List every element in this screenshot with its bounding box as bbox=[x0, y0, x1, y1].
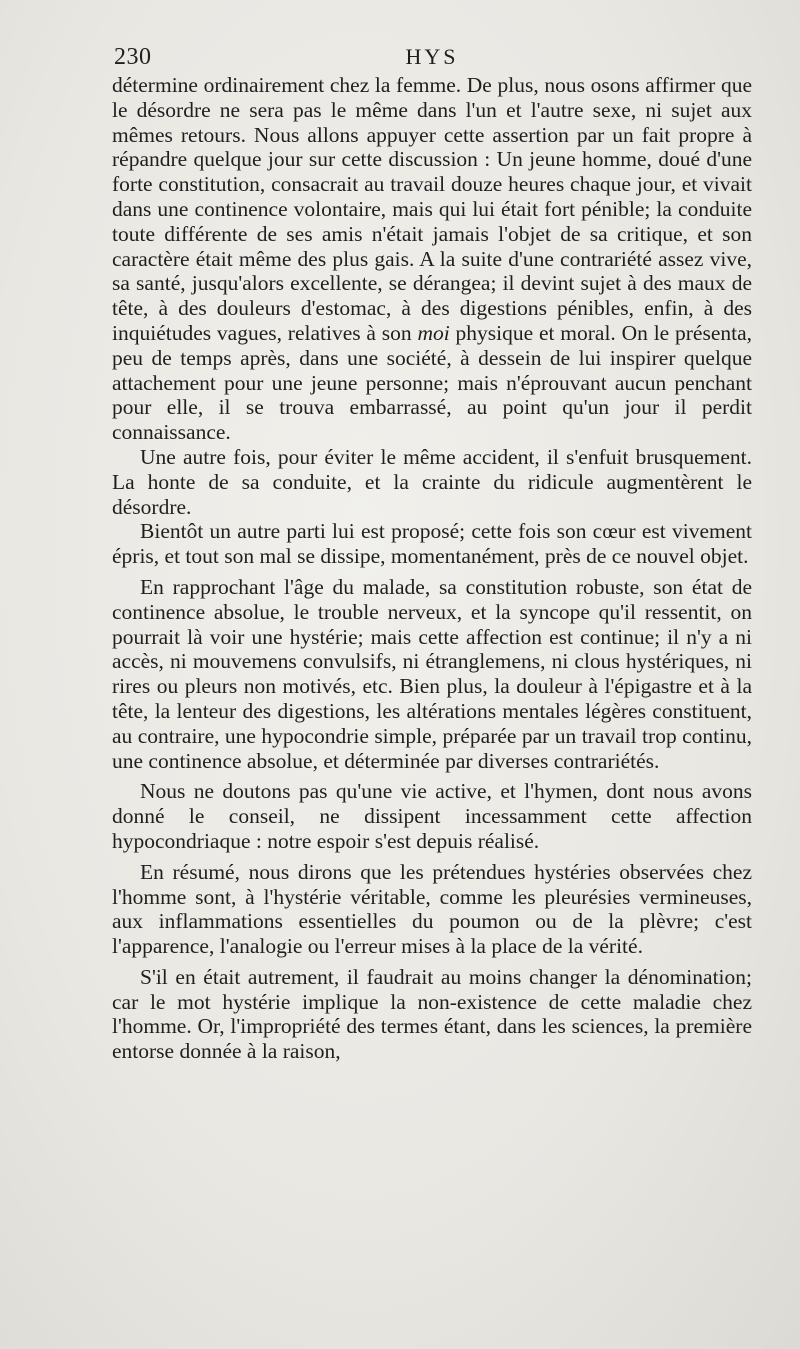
paragraph: Bientôt un autre parti lui est proposé; cette fois son cœur est vivement épris, et tout son mal se dissipe, momentanément, près de ce nouvel objet. bbox=[112, 519, 752, 569]
body-text bbox=[112, 73, 752, 1064]
paragraph: En rapprochant l'âge du malade, sa constitution robuste, son état de continence absolue, le trouble nerveux, et la syncope qu'il ressentit, on pourrait là voir une hystérie; mais cette affection est continue; il n'y a ni accès, ni mouvemens convulsifs, ni étranglemens, ni clous hystériques, ni rires ou pleurs non motivés, etc. Bien plus, la douleur à l'épigastre et à la tête, la lenteur des digestions, les altérations mentales légères constituent, au contraire, une hypocondrie simple, préparée par un travail trop continu, une continence absolue, et déterminée par diverses contrariétés. bbox=[112, 574, 752, 773]
paragraph bbox=[112, 73, 752, 445]
page-header bbox=[112, 44, 752, 76]
page-number: 230 bbox=[114, 44, 152, 70]
paragraph: Une autre fois, pour éviter le même accident, il s'enfuit brusquement. La honte de sa conduite, et la crainte du ridicule augmentèrent le désordre. bbox=[112, 444, 752, 519]
italic-word: moi bbox=[417, 320, 450, 345]
paragraph: Nous ne doutons pas qu'une vie active, et l'hymen, dont nous avons donné le conseil, ne dissipent incessamment cette affection hypocondriaque : notre espoir s'est depuis réalisé. bbox=[112, 779, 752, 853]
paragraph-text: détermine ordinairement chez la femme. De plus, nous osons affirmer que le désordre ne sera pas le même dans l'un et l'autre sexe, ni sujet aux mêmes retours. Nous allons appuyer cette assertion par un fait propre à répandre quelque jour sur cette discussion : Un jeune homme, doué d'une forte constitution, consacrait au travail douze heures chaque jour, et vivait dans une continence volontaire, mais qui lui était fort pénible; la conduite toute différente de ses amis n'était jamais l'objet de sa critique, et son caractère était même des plus gais. A la suite d'une contrariété assez vive, sa santé, jusqu'alors excellente, se dérangea; il devint sujet à des maux de tête, à des douleurs d'estomac, à des digestions pénibles, enfin, à des inquiétudes vagues, relatives à son bbox=[112, 73, 752, 345]
paragraph: S'il en était autrement, il faudrait au moins changer la dénomination; car le mot hystérie implique la non-existence de cette maladie chez l'homme. Or, l'impropriété des termes étant, dans les sciences, la première entorse donnée à la raison, bbox=[112, 964, 752, 1064]
paragraph-text: physique et moral. On le présenta, peu de temps après, dans une société, à dessein de lui inspirer quelque attachement pour une jeune personne; mais n'éprouvant aucun penchant pour elle, il se trouva embarrassé, au point qu'un jour il perdit connaissance. bbox=[112, 320, 753, 445]
running-head: HYS bbox=[405, 44, 459, 69]
paragraph: En résumé, nous dirons que les prétendues hystéries observées chez l'homme sont, à l'hystérie véritable, comme les pleurésies vermineuses, aux inflammations essentielles du poumon ou de la plèvre; c'est l'apparence, l'analogie ou l'erreur mises à la place de la vérité. bbox=[112, 859, 752, 959]
